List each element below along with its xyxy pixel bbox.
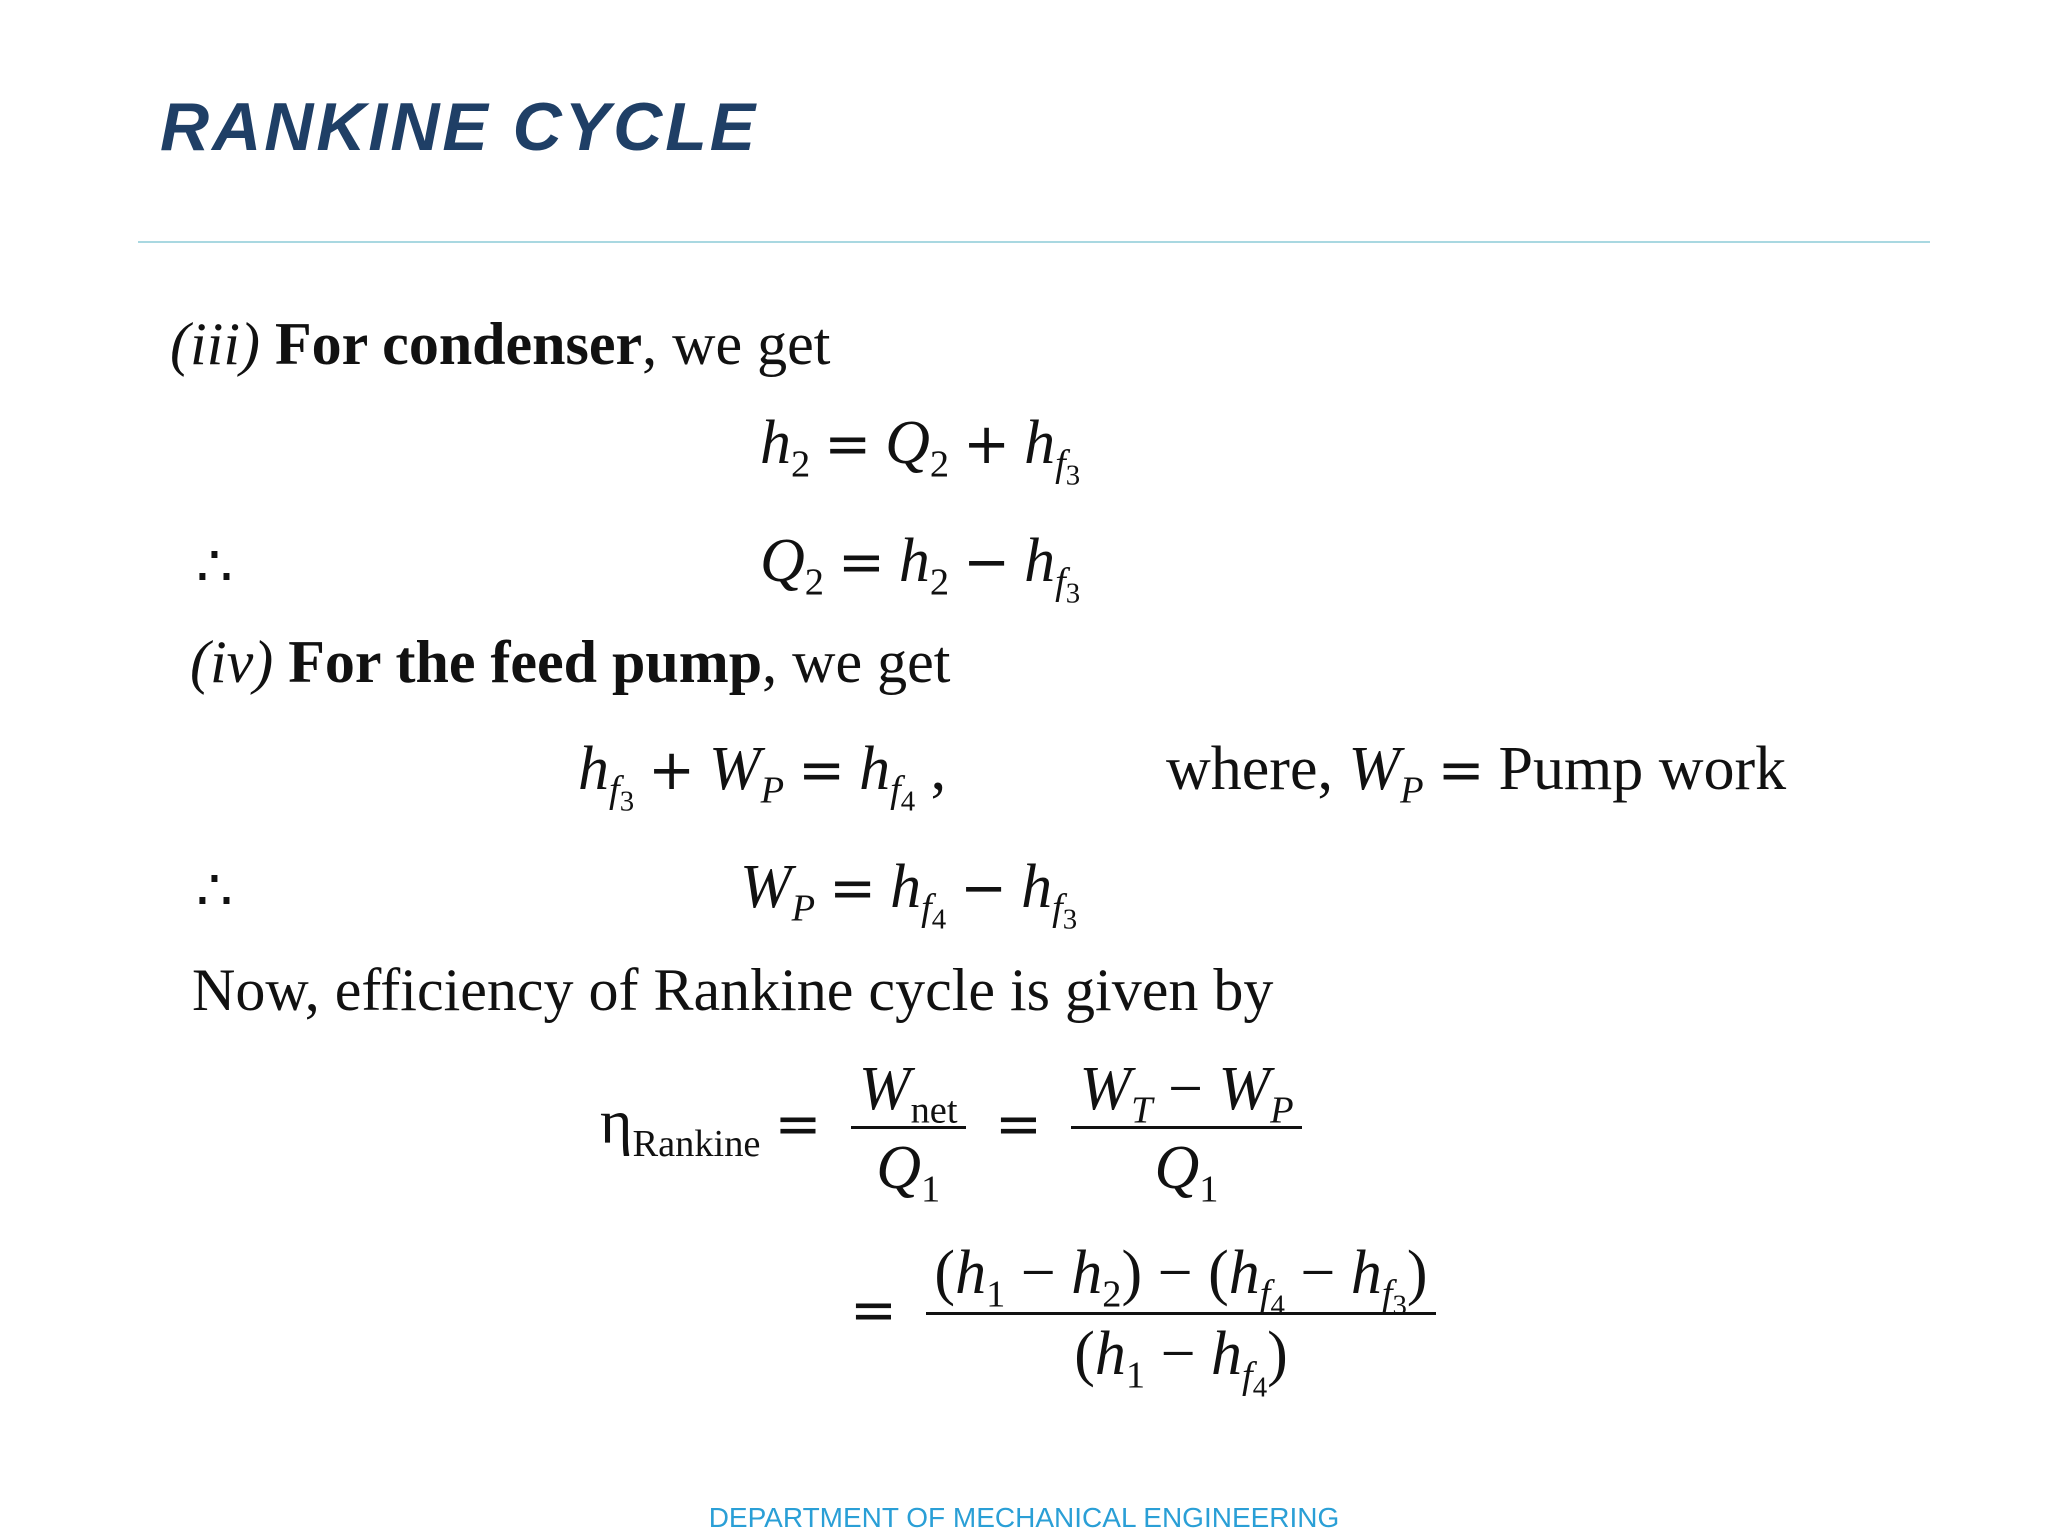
condenser-step-tail: , we get <box>642 311 831 377</box>
title-divider <box>138 241 1930 243</box>
condenser-step-number: (iii) <box>170 311 260 377</box>
pump-step-number: (iv) <box>190 629 274 695</box>
fraction-net-work: $\frac{W_{net}}{Q_1}$ <box>851 1058 966 1199</box>
equation-condenser-heat: $Q_2 = h_2 - h_{f_3}$ <box>760 527 1081 611</box>
condenser-step-title: For condenser <box>274 311 643 377</box>
equation-pump-work: $W_P = h_{f_4} - h_{f_3}$ <box>740 853 1078 937</box>
footer-department: DEPARTMENT OF MECHANICAL ENGINEERING <box>708 1502 1340 1533</box>
slide-title: RANKINE CYCLE <box>160 89 759 165</box>
equation-efficiency-enthalpy: = $\frac{(h_1 - h_2) - (h_{f_4} - h_{f_3})}{(h_1 - h_{f_4})}$ <box>836 1242 1436 1387</box>
equation-efficiency-definition: $\eta_{Rankine}$ = $\frac{W_{net}}{Q_1}$ = $\frac{W_T - W_P}{Q_1}$ <box>600 1058 1302 1199</box>
efficiency-intro: Now, efficiency of Rankine cycle is given by <box>192 957 1274 1023</box>
pump-step-title: For the feed pump <box>288 629 763 695</box>
pump-heading <box>190 629 951 695</box>
pump-step-tail: , we get <box>762 629 951 695</box>
therefore-symbol: ∴ <box>196 534 233 599</box>
equation-condenser-enthalpy: $h_2 = Q_2 + h_{f_3}$ <box>760 409 1081 493</box>
fraction-enthalpy-efficiency: $\frac{(h_1 - h_2) - (h_{f_4} - h_{f_3})}{(h_1 - h_{f_4})}$ <box>926 1242 1435 1387</box>
equation-pump-enthalpy: $h_{f_3} + W_P = h_{f_4}$ , <box>578 735 947 819</box>
therefore-symbol: ∴ <box>196 858 233 923</box>
where-label: where, <box>1166 735 1333 803</box>
fraction-turbine-minus-pump: $\frac{W_T - W_P}{Q_1}$ <box>1071 1058 1301 1199</box>
pump-work-definition: where, $W_P$ = Pump work <box>1166 735 1787 812</box>
pump-work-label: Pump work <box>1498 735 1787 803</box>
condenser-heading <box>170 311 831 377</box>
